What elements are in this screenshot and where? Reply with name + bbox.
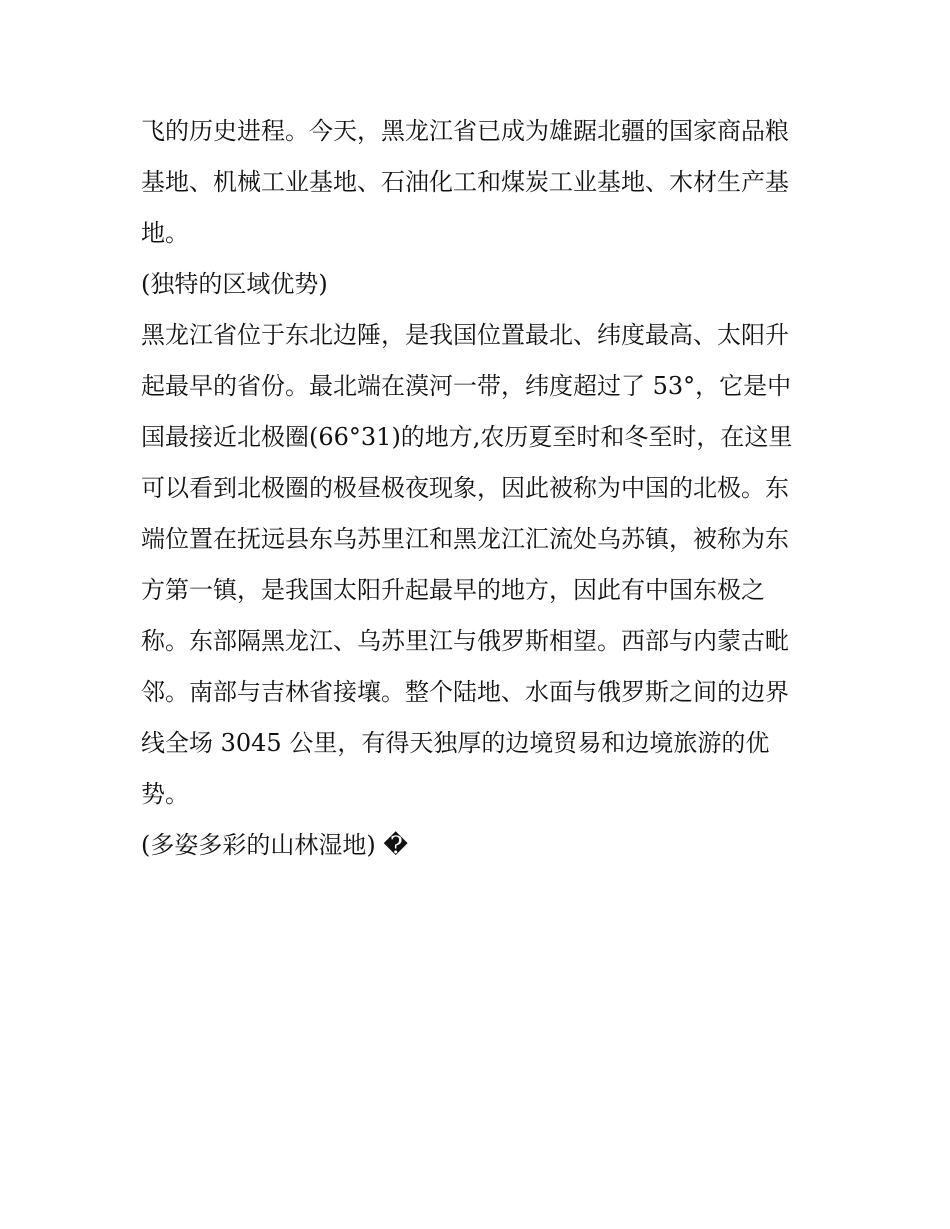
text-line-14: 势。 (141, 780, 189, 808)
text-line-8: 可以看到北极圈的极昼极夜现象，因此被称为中国的北极。东 (141, 474, 789, 502)
text-line-6: 起最早的省份。最北端在漠河一带，纬度超过了 53°，它是中 (141, 372, 792, 400)
text-line-7: 国最接近北极圈(66°31)的地方,农历夏至时和冬至时，在这里 (141, 423, 793, 451)
text-line-11: 称。东部隔黑龙江、乌苏里江与俄罗斯相望。西部与内蒙古毗 (141, 627, 789, 655)
section-heading-mountain-wetland: (多姿多彩的山林湿地) � (141, 831, 408, 859)
text-line-2: 基地、机械工业基地、石油化工和煤炭工业基地、木材生产基 (141, 168, 789, 196)
text-line-10: 方第一镇，是我国太阳升起最早的地方，因此有中国东极之 (141, 576, 765, 604)
text-line-3: 地。 (141, 219, 189, 247)
text-line-1: 飞的历史进程。今天，黑龙江省已成为雄踞北疆的国家商品粮 (141, 117, 789, 145)
document-body (141, 106, 821, 871)
text-line-12: 邻。南部与吉林省接壤。整个陆地、水面与俄罗斯之间的边界 (141, 678, 789, 706)
section-heading-regional-advantage: (独特的区域优势) (141, 270, 328, 298)
text-line-9: 端位置在抚远县东乌苏里江和黑龙江汇流处乌苏镇，被称为东 (141, 525, 789, 553)
text-line-5: 黑龙江省位于东北边陲，是我国位置最北、纬度最高、太阳升 (141, 321, 789, 349)
text-line-13: 线全场 3045 公里，有得天独厚的边境贸易和边境旅游的优 (141, 729, 770, 757)
